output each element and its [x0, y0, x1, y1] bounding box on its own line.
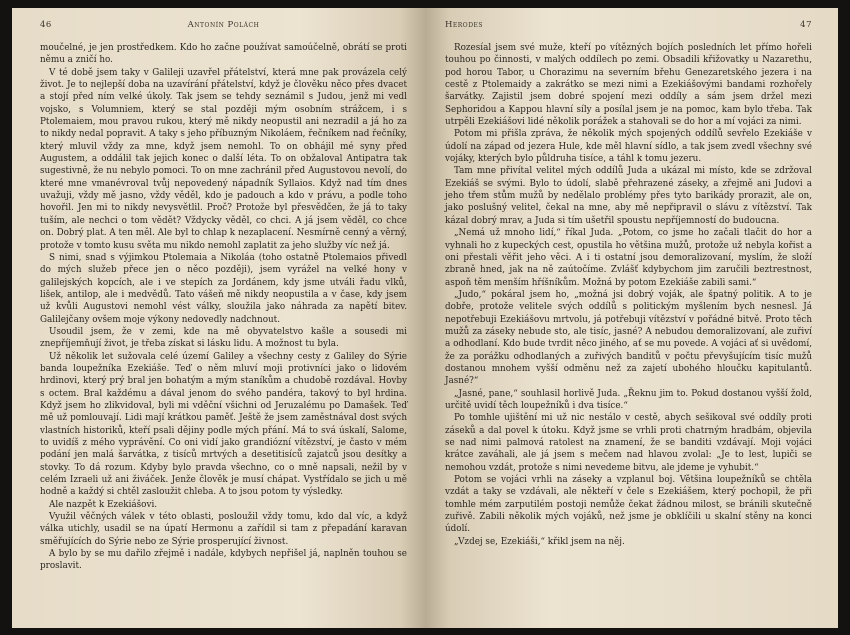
left-page-header — [40, 20, 407, 36]
paragraph: Rozesíal jsem své muže, kteří po vítězných bojích posledních let přímo hořeli touhou po činnosti, v malých oddílech po zemi. Obsadili křižovatky u Nazarethu, pod horou Tabor, u Chorazimu na severním břehu Genezaretského jezera i na cestě z Ptolemaidy a zakrátko se mezi nimi a Ezekiášovými bandami rozhořely šarvátky. Zajistil jsem dobré spojení mezi oddíly a sám jsem držel mezi Sephoridou a Kappou hlavní síly a posílal jsem je na pomoc, kam bylo třeba. Tak utrpěli Ezekiášovi lidé několik porážek a stahovali se do hor a mí vojáci za nimi. — [445, 43, 812, 128]
right-page-number: 47 — [800, 20, 812, 30]
paragraph: Ale nazpět k Ezekiášovi. — [49, 499, 158, 510]
left-page-number: 46 — [40, 20, 52, 30]
right-page-body — [445, 42, 812, 548]
paragraph: Usoudil jsem, že v zemi, kde na mě obyvatelstvo kašle a sousedi mi znepříjemňují život, je třeba získat si lásku lidu. A možnost tu byla. — [40, 326, 407, 350]
paragraph: moučelné, je jen prostředkem. Kdo ho začne používat samoúčelně, obrátí se proti němu a zničí ho. — [40, 43, 407, 66]
book-spread — [12, 8, 838, 628]
paragraph: Po tomhle ujištění mi už nic nestálo v cestě, abych sešikoval své oddíly proti záseků a dal povel k útoku. Když jsme se vrhli proti chatrným hradbám, objevila se nad nimi palmová ratolest na znamení, že se banditi vzdávají. Moji vojáci krátce zaváhali, ale já jsem s mečem nad hlavou zvolal: „Je to lest, lupiči se nemohou vzdát, protože s nimi nevedeme bitvu, ale jdeme je vyhubit.“ — [445, 413, 812, 473]
right-page — [425, 8, 838, 628]
left-page — [12, 8, 425, 628]
paragraph: Potom se vojáci vrhli na záseky a vzplanul boj. Většina loupežníků se chtěla vzdát a taky se vzdávali, ale někteří v čele s Ezekiášem, který pochopil, že při tomhle mém zarputilém postoji nemůže čekat žádnou milost, se bránili skutečně zuřivě. Zabili několik mých vojáků, než jsme je obklíčili u skalní stěny na konci údolí. — [445, 475, 812, 535]
right-page-header — [445, 20, 812, 36]
paragraph: „Vzdej se, Ezekiáši,“ křikl jsem na něj. — [454, 536, 625, 547]
left-running-head: Antonín Polách — [187, 20, 260, 30]
paragraph: „Jasné, pane,“ souhlasil horlivě Juda. „Řeknu jim to. Pokud dostanou vyšší žold, určitě uvidí těch loupežníků i dva tisíce.“ — [445, 388, 812, 411]
paragraph: V té době jsem taky v Galileji uzavřel přátelství, která mne pak provázela celý život. Je to nejlepší doba na uzavírání přátelství, když je člověku něco přes dvacet a stojí před ním velké úkoly. Tak jsem se tehdy seznámil s Judou, jenž mi vedl vojsko, s Volumniem, který se stal později mým osobním strážcem, i s Ptolemaiem, mou pravou rukou, který mě nikdy neopustil ani nezradil a já ho za to nikdy nedal popravit. A taky s jeho příbuzným Nikoláem, řečníkem nad řečníky, který mluvil vždy za mne, když jsem nemohl. To on obhájil mé syny před Augustem, a oddálil tak jejich konec o další léta. To on obžaloval Antipatra tak sugestivně, že nu nebylo pomoci. To on mne zachránil před Augustovou nevolí, do které mne vmanévroval tvůj nepovedený nápadník Syllaios. Když nad tím dnes uvažuji, vždy mě jasno, vždy věděl, kdo je padouch a kdo v právu, a podle toho hovořil. Jen mi to nikdy nevysvětlil. Proč? Protože byl přesvědčen, že já to taky tuším, ale nechci o tom vědět? Vždycky věděl, co chci. A já jsem věděl, co chce on. Dobrý plat. A ten měl. Ale byl to chlap k nezaplacení. Nesmírně cenný a věrný, protože v tomto kusu světa mu nikdo nemohl zaplatit za jeho služby víc než já. — [40, 67, 407, 251]
paragraph: Potom mi přišla zpráva, že několik mých spojených oddílů sevřelo Ezekiáše v údolí na západ od jezera Hule, kde měl hlavní sídlo, a tak jsem zvedl všechny své vojáky, kterých bylo půldruha tisíce, a táhl k tomu jezeru. — [445, 129, 812, 165]
paragraph: „Judo,“ pokáral jsem ho, „možná jsi dobrý voják, ale špatný politik. A to je dobře, protože velitele svých oddílů s politickým myšlením bych nesnesl. Já nepotřebuji Ezekiášovu mrtvolu, já potřebuji vítězství v pořádné bitvě. Proto těch mužů za záseky nebude sto, ale tisíc, jasné? A nebudou demoralizovaní, ale zuřiví a odhodlaní. Kdo bude tvrdit něco jiného, ať se mu povede. A vojáci ať si uvědomí, že za porážku odhodlaných a zuřivých banditů v počtu převyšujícím tisíc mužů dostanou mnohem vyšší odměnu než za zajetí ubohého hloučku kapitulantů. Jasné?“ — [445, 289, 812, 387]
paragraph: A bylo by se mu dařilo zřejmě i nadále, kdybych nepřišel já, naplněn touhou se proslavit. — [40, 549, 407, 572]
paragraph: Už několik let sužovala celé území Galiley a všechny cesty z Galiley do Sýrie banda loupežníka Ezekiáše. Teď o něm mluví moji protivníci jako o lidovém hrdinovi, který prý bral jen bohatým a mým staníkům a chudobě rozdával. Hovby s octem. Bral každému a dával jenom do svého pandéra, takový to byl hrdina. Když jsem ho zlikvidoval, byli mi vděční všichni od Jeruzalému po Damašek. Teď mě už pomlouvají. Lidi mají krátkou paměť. Ještě že jsem zaměstnával dost svých vlastních historiků, kteří psali dějiny podle mých přání. Má to svá úskalí, Salome, to uvidíš z mého vyprávění. Co oni vidí jako grandiózní vítězství, je často v mém podání jen malá šarvátka, z tisíců mrtvých a desetitisíců zajatců jsou desítky a stovky. To dá rozum. Kdyby bylo pravda všechno, co o mně napsali, nežil by v celém Izraeli už ani živáček. Jenže člověk je musí chápat. Vystřídalo se jich u mě hodně a každý si chtěl zasloužit chleba. A to jsou potom ty výsledky. — [40, 351, 407, 498]
right-running-head: Herodes — [445, 20, 484, 30]
paragraph: Využil věčných válek v této oblasti, posloužil vždy tomu, kdo dal víc, a když válka utichly, usadil se na úpatí Hermonu a zařídil si tam z přepadání karavan směřujících do Sýrie nebo ze Sýrie prosperující živnost. — [40, 512, 407, 547]
paragraph: S nimi, snad s výjimkou Ptolemaia a Nikoláa (toho ostatně Ptolemaios přivedl do mých služeb přece jen o něco později), jsem vyrážel na velké hony v galilejských kopcích, ale i ve stepích za Jordánem, kdy jsme utváli řadu vlků, lišek, antilop, ale i medvědů. Tato vášeň mě nikdy neopustila a v čase, kdy jsem už kvůli Augustovi nemohl vést války, sloužila jako náhrada za napětí bitev. Galilejčany ovšem moje výkony nedovedly nadchnout. — [40, 252, 407, 325]
left-page-body — [40, 42, 407, 573]
paragraph: „Nemá už mnoho lidí,“ říkal Juda. „Potom, co jsme ho začali tlačit do hor a vyhnali ho z kupeckých cest, opustila ho většina mužů, protože už nebyla kořist a oni přestali věřit jeho věci. A i ti ostatní jsou demoralizovaní, myslím, že složí zbraně hned, jak na ně zaútočíme. Zvlášť kdybychom jim zaručili beztrestnost, aspoň těm menším hříšníkům. Možná by potom Ezekiáše zabili sami.“ — [445, 228, 812, 288]
paragraph: Tam mne přivítal velitel mých oddílů Juda a ukázal mi místo, kde se zdržoval Ezekiáš se svými. Bylo to údolí, slabě přehrazené záseky, a zřejmě ani Judovi a jeho třem stům mužů by nedělalo problémy přes tyto barikády prorazit, ale on, jako poslušný velitel, čekal na mne, aby mě nepřipravil o slávu z vítězství. Tak kázal dobrý mrav, a Juda si tím ušetřil spoustu nepříjemností do budoucna. — [445, 166, 812, 226]
